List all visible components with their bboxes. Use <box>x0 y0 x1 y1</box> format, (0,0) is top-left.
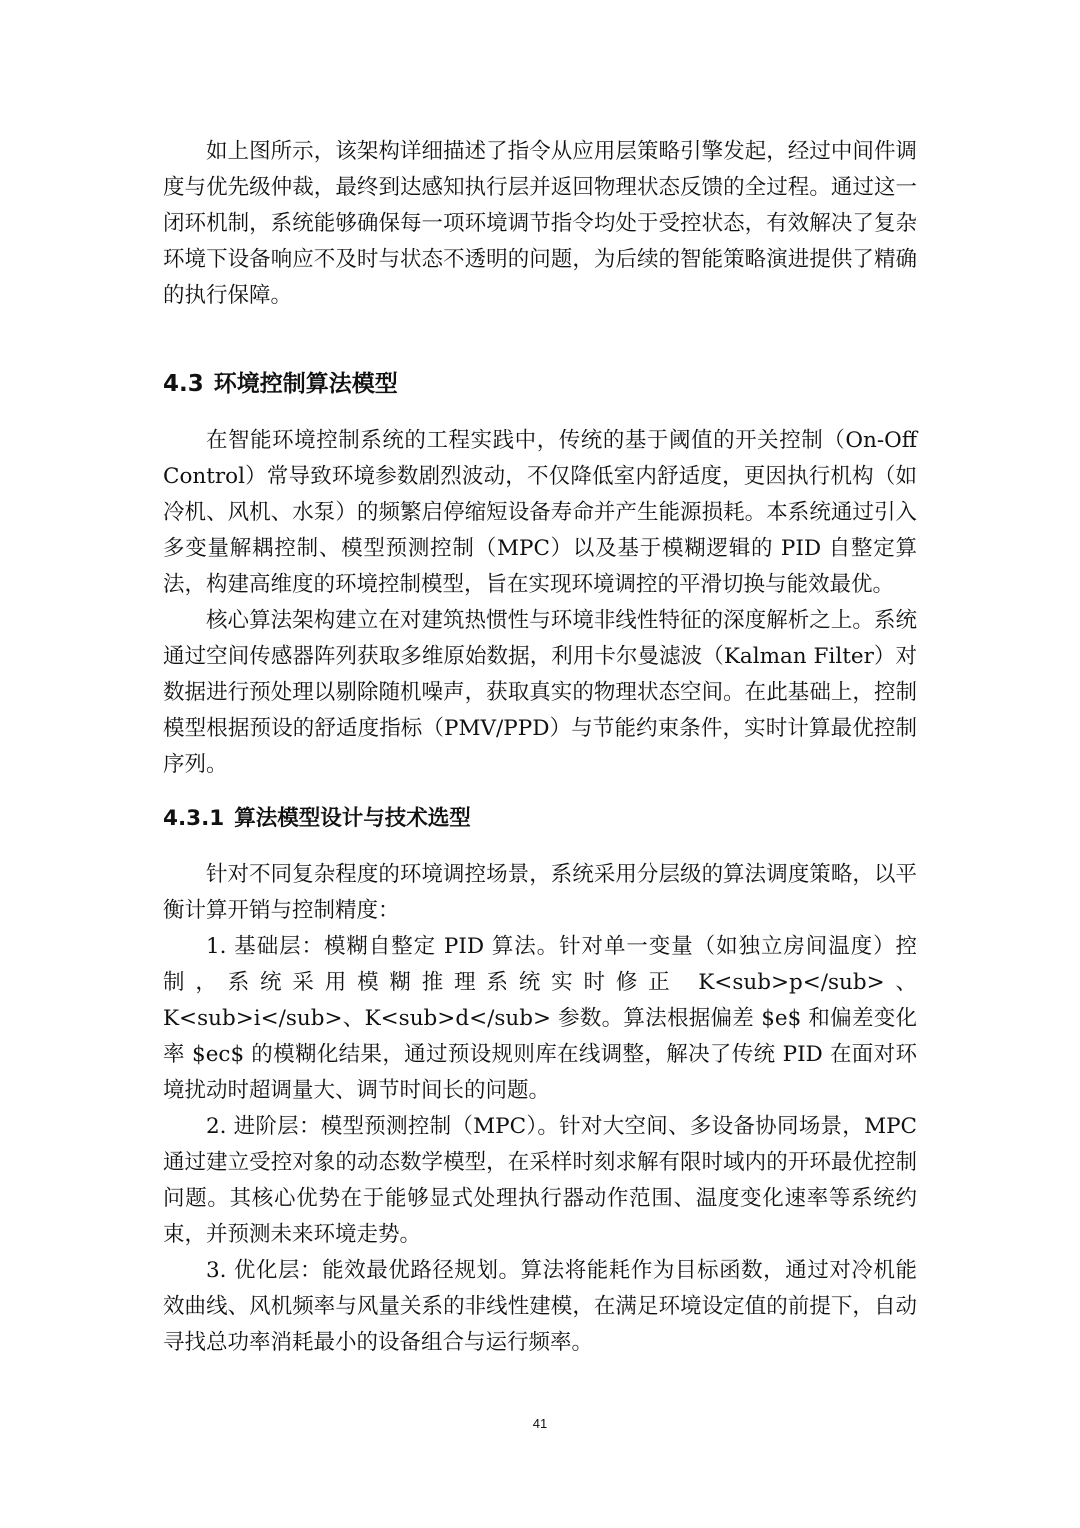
page-number: 41 <box>532 1416 548 1431</box>
paragraph-layered-strategy: 针对不同复杂程度的环境调控场景，系统采用分层级的算法调度策略，以平衡计算开销与控制精度： <box>163 862 917 923</box>
document-page <box>163 134 917 1361</box>
section-title: 环境控制算法模型 <box>213 371 398 397</box>
subsection-title: 算法模型设计与技术选型 <box>234 806 471 831</box>
section-heading-4-3-1 <box>163 801 917 837</box>
section-heading-4-3 <box>163 366 917 402</box>
list-item-optimization-layer: 3. 优化层：能效最优路径规划。算法将能耗作为目标函数，通过对冷机能效曲线、风机频率与风量关系的非线性建模，在满足环境设定值的前提下，自动寻找总功率消耗最小的设备组合与运行频率。 <box>163 1258 917 1355</box>
paragraph-core-architecture: 核心算法架构建立在对建筑热惯性与环境非线性特征的深度解析之上。系统通过空间传感器阵列获取多维原始数据，利用卡尔曼滤波（Kalman Filter）对数据进行预处理以剔除随机噪声，获取真实的物理状态空间。在此基础上，控制模型根据预设的舒适度指标（PMV/PPD）与节能约束条件，实时计算最优控制序列。 <box>163 608 917 777</box>
subsection-number: 4.3.1 <box>163 806 225 831</box>
paragraph-control-intro: 在智能环境控制系统的工程实践中，传统的基于阈值的开关控制（On-Off Control）常导致环境参数剧烈波动，不仅降低室内舒适度，更因执行机构（如冷机、风机、水泵）的频繁启停缩短设备寿命并产生能源损耗。本系统通过引入多变量解耦控制、模型预测控制（MPC）以及基于模糊逻辑的 PID 自整定算法，构建高维度的环境控制模型，旨在实现环境调控的平滑切换与能效最优。 <box>163 428 917 597</box>
list-item-advanced-layer: 2. 进阶层：模型预测控制（MPC）。针对大空间、多设备协同场景，MPC 通过建立受控对象的动态数学模型，在采样时刻求解有限时域内的开环最优控制问题。其核心优势在于能够显式处理执行器动作范围、温度变化速率等系统约束，并预测未来环境走势。 <box>163 1114 917 1247</box>
section-number: 4.3 <box>163 371 204 397</box>
paragraph-architecture-summary: 如上图所示，该架构详细描述了指令从应用层策略引擎发起，经过中间件调度与优先级仲裁，最终到达感知执行层并返回物理状态反馈的全过程。通过这一闭环机制，系统能够确保每一项环境调节指令均处于受控状态，有效解决了复杂环境下设备响应不及时与状态不透明的问题，为后续的智能策略演进提供了精确的执行保障。 <box>163 139 917 308</box>
list-item-basic-layer: 1. 基础层：模糊自整定 PID 算法。针对单一变量（如独立房间温度）控制，系统采用模糊推理系统实时修正 K<sub>p</sub>、K<sub>i</sub>、K<sub>d</sub> 参数。算法根据偏差 $e$ 和偏差变化率 $ec$ 的模糊化结果，通过预设规则库在线调整，解决了传统 PID 在面对环境扰动时超调量大、调节时间长的问题。 <box>163 934 917 1103</box>
